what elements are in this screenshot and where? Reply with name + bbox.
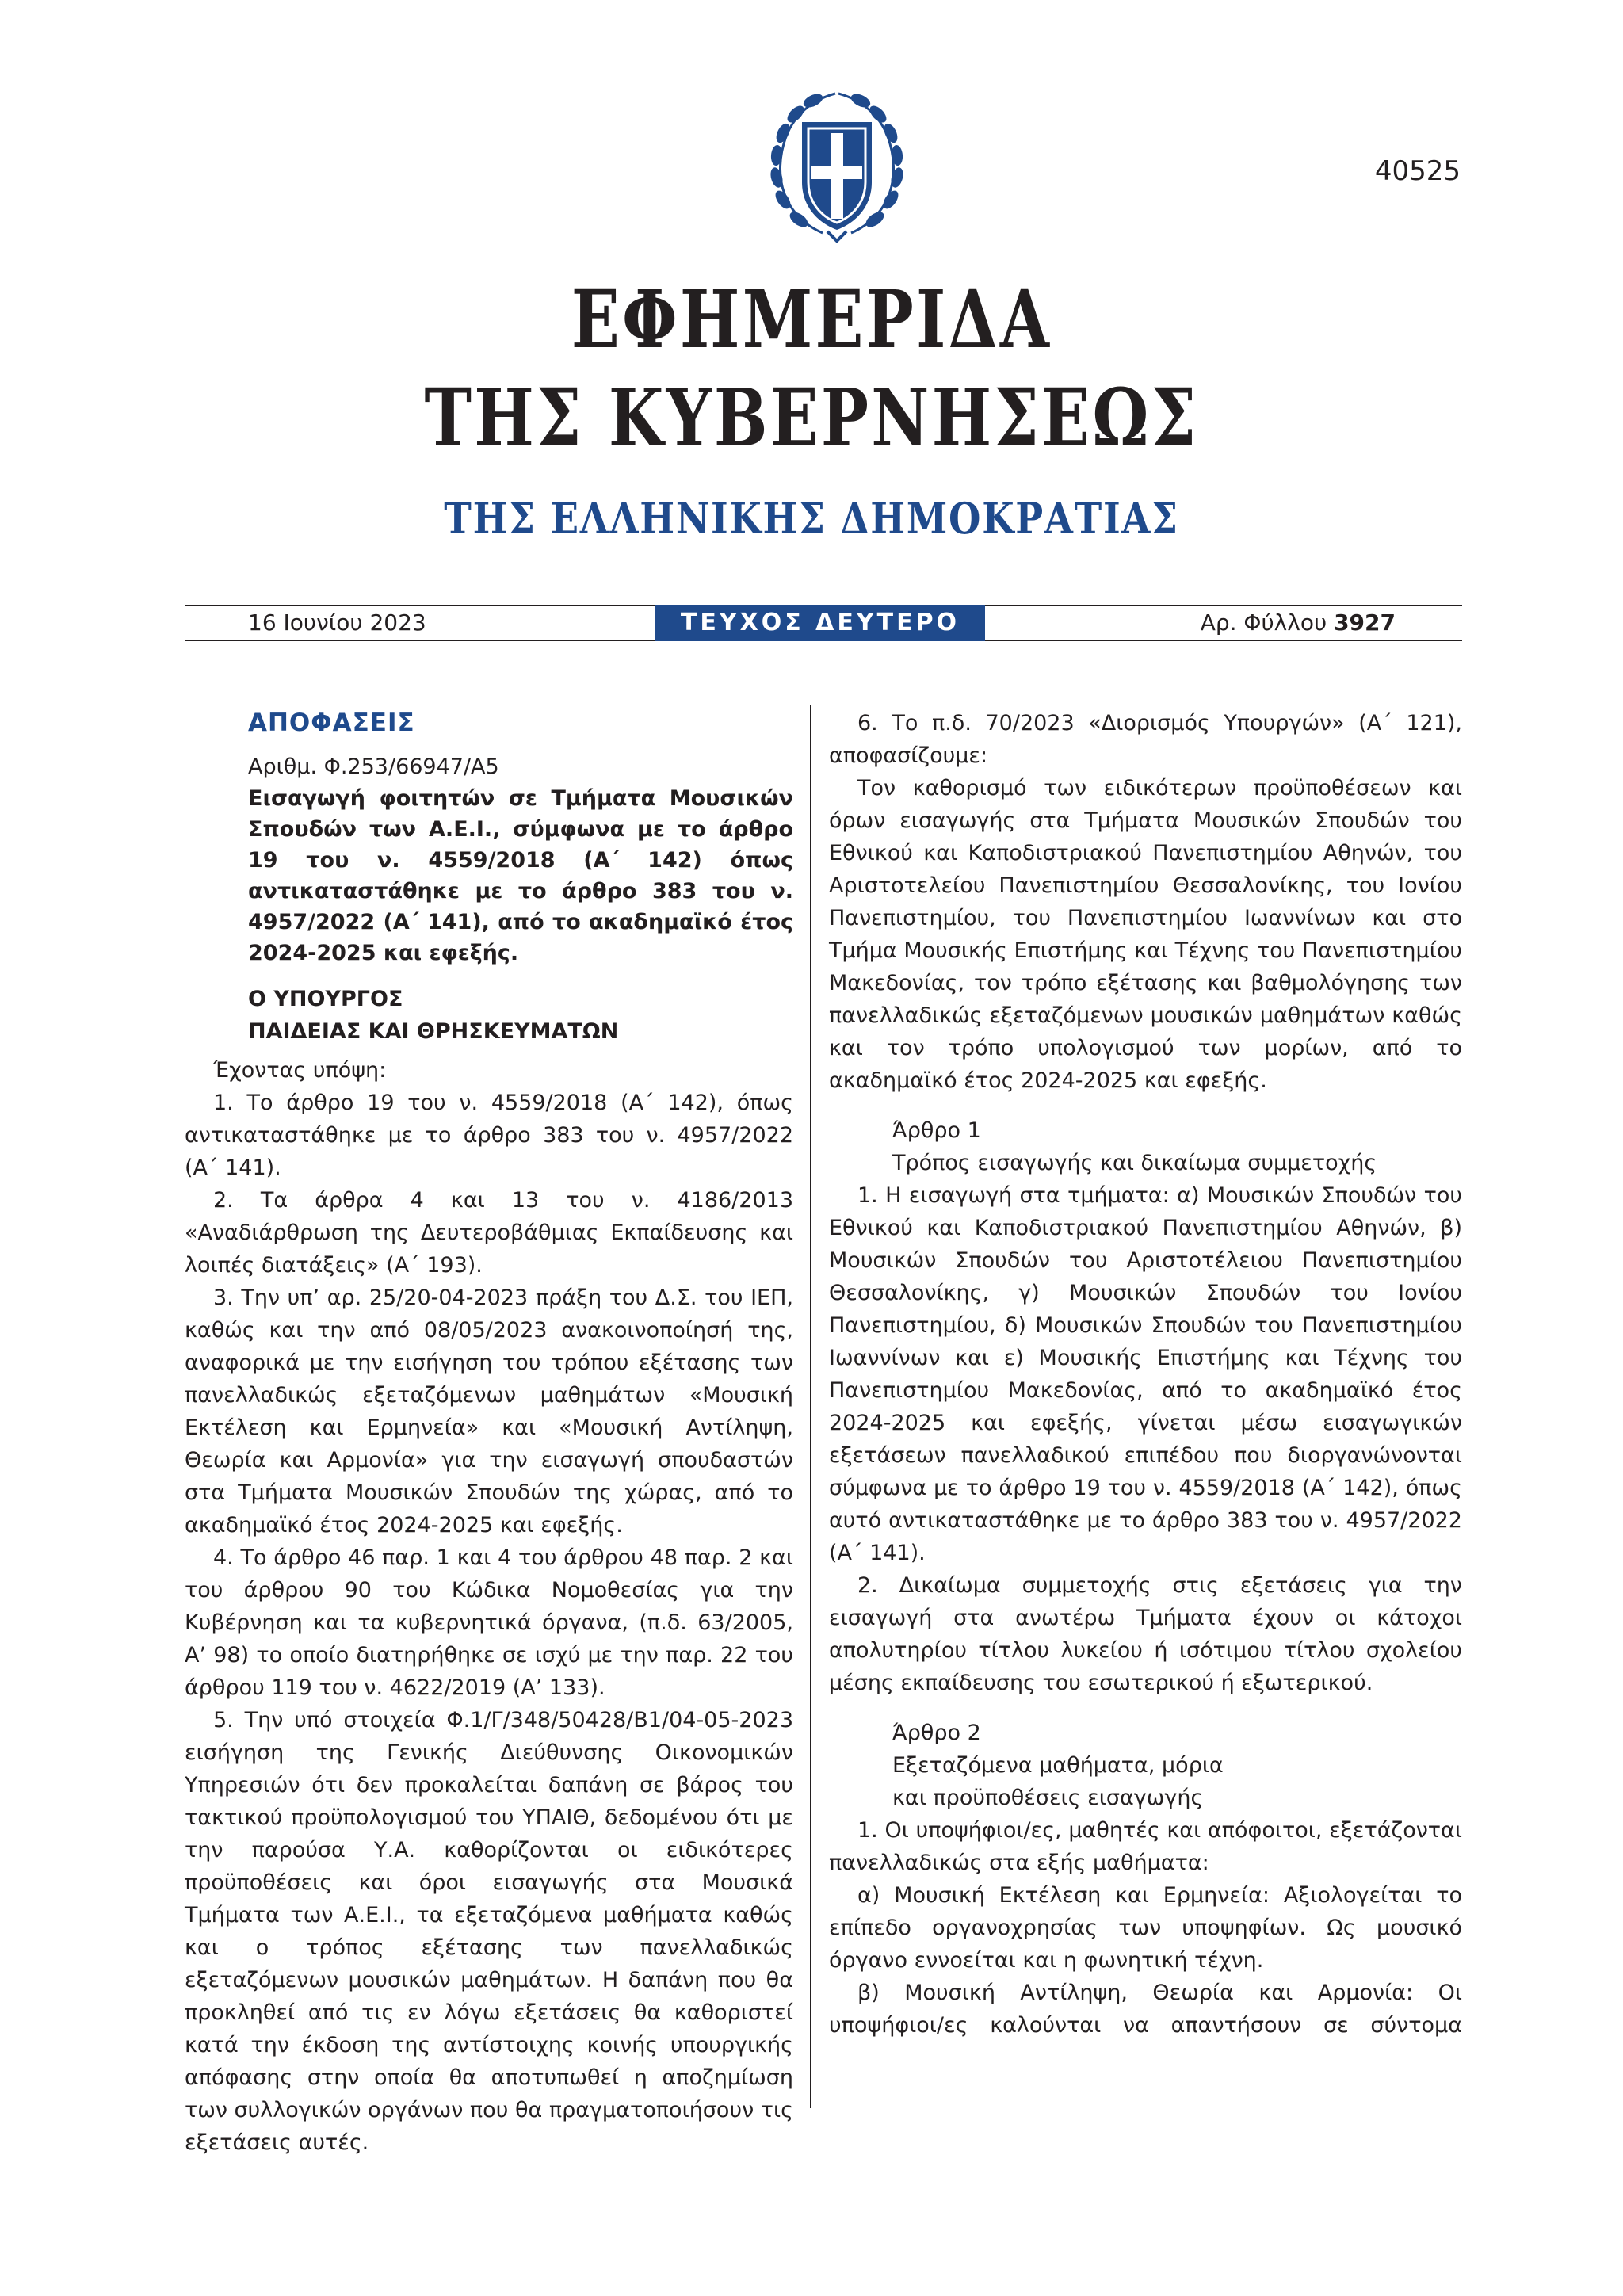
page-number: 40525 <box>1374 155 1461 187</box>
column-divider <box>810 705 812 2108</box>
right-column <box>829 707 1462 2042</box>
recital-4: 4. Το άρθρο 46 παρ. 1 και 4 του άρθρου 48 παρ. 2 και του άρθρου 90 του Κώδικα Νομοθεσίας για την Κυβέρνηση και τα κυβερνητικά όργανα, (π.δ. 63/2005, Α’ 98) το οποίο διατηρήθηκε σε ισχύ με την παρ. 22 του άρθρου 119 του ν. 4622/2019 (Α’ 133). <box>185 1545 793 1700</box>
masthead-title-line2: ΤΗΣ ΚΥΒΕΡΝΗΣΕΩΣ <box>424 371 1199 464</box>
minister-line1: Ο ΥΠΟΥΡΓΟΣ <box>248 987 403 1011</box>
issue-type-banner: ΤΕΥΧΟΣ ΔΕΥΤΕΡΟ <box>655 605 985 641</box>
recital-1: 1. Το άρθρο 19 του ν. 4559/2018 (Α΄ 142), όπως αντικαταστάθηκε με το άρθρο 383 του ν. 4957/2022 (Α΄ 141). <box>185 1091 793 1180</box>
issue-bar <box>185 605 1462 641</box>
sheet-number: 3927 <box>1334 609 1396 636</box>
article2-title-line2: και προϋποθέσεις εισαγωγής <box>892 1786 1204 1810</box>
issue-date: 16 Ιουνίου 2023 <box>248 609 426 636</box>
section-title: ΑΠΟΦΑΣΕΙΣ <box>248 709 415 737</box>
recital-2: 2. Τα άρθρα 4 και 13 του ν. 4186/2013 «Αναδιάρθρωση της Δευτεροβάθμιας Εκπαίδευσης και λοιπές διατάξεις» (Α΄ 193). <box>185 1188 793 1278</box>
minister-line2: ΠΑΙΔΕΙΑΣ ΚΑΙ ΘΡΗΣΚΕΥΜΑΤΩΝ <box>248 1019 619 1044</box>
masthead-subtitle: ΤΗΣ ΕΛΛΗΝΙΚΗΣ ΔΗΜΟΚΡΑΤΙΑΣ <box>444 493 1179 544</box>
article2-heading: Άρθρο 2 <box>892 1721 981 1745</box>
recital-5: 5. Την υπό στοιχεία Φ.1/Γ/348/50428/Β1/04-05-2023 εισήγηση της Γενικής Διεύθυνσης Οικονομικών Υπηρεσιών ότι δεν προκαλείται δαπάνη σε βάρος του τακτικού προϋπολογισμού του ΥΠΑΙΘ, δεδομένου ότι με την παρούσα Υ.Α. καθορίζονται οι ειδικότερες προϋποθέσεις και όροι εισαγωγής στα Μουσικά Τμήματα των Α.Ε.Ι., τα εξεταζόμενα μαθήματα καθώς και ο τρόπος εξέτασης των πανελλαδικώς εξεταζόμενων μουσικών μαθημάτων. Η δαπάνη που θα προκληθεί από τις εν λόγω εξετάσεις θα καθοριστεί κατά την έκδοση της αντίστοιχης κοινής υπουργικής απόφασης στην οποία θα αποτυπωθεί η αποζημίωση των συλλογικών οργάνων που θα πραγματοποιήσουν τις εξετάσεις αυτές. <box>185 1708 793 2155</box>
greek-coat-of-arms-emblem <box>767 89 907 244</box>
article2-title-line1: Εξεταζόμενα μαθήματα, μόρια <box>892 1753 1224 1778</box>
article2-item-a: α) Μουσική Εκτέλεση και Ερμηνεία: Αξιολογείται το επίπεδο οργανοχρησίας των υποψηφίων. Ως μουσικό όργανο εννοείται και η φωνητική τέχνη. <box>829 1883 1462 1973</box>
article2-item-b: β) Μουσική Αντίληψη, Θεωρία και Αρμονία: Οι υποψήφιοι/ες καλούνται να απαντήσουν σε σύντομα <box>829 1981 1462 2038</box>
masthead-title-line1: ΕΦΗΜΕΡΙΔΑ <box>571 273 1052 366</box>
article1-paragraph2: 2. Δικαίωμα συμμετοχής στις εξετάσεις για την εισαγωγή στα ανωτέρω Τμήματα έχουν οι κάτοχοι απολυτηρίου τίτλου λυκείου ή ισότιμου τίτλου σχολείου μέσης εκπαίδευσης του εσωτερικού ή εξωτερικού. <box>829 1573 1462 1695</box>
article1-title: Τρόπος εισαγωγής και δικαίωμα συμμετοχής <box>892 1151 1377 1175</box>
left-column <box>185 707 793 2159</box>
article2-paragraph1: 1. Οι υποψήφιοι/ες, μαθητές και απόφοιτοι, εξετάζονται πανελλαδικώς στα εξής μαθήματα: <box>829 1818 1462 1875</box>
recital-6: 6. Το π.δ. 70/2023 «Διορισμός Υπουργών» (Α΄ 121), αποφασίζουμε: <box>829 711 1462 768</box>
decision-title: Εισαγωγή φοιτητών σε Τμήματα Μουσικών Σπουδών των Α.Ε.Ι., σύμφωνα με το άρθρο 19 του ν. 4559/2018 (Α΄ 142) όπως αντικαταστάθηκε με το άρθρο 383 του ν. 4957/2022 (Α΄ 141), από το ακαδημαϊκό έτος 2024-2025 και εφεξής. <box>248 786 793 965</box>
minister-heading <box>248 983 793 1048</box>
decision-number: Αριθμ. Φ.253/66947/Α5 <box>248 755 499 779</box>
issue-sheet-number <box>1201 609 1396 636</box>
intro-text: Έχοντας υπόψη: <box>213 1058 387 1083</box>
decision-text: Τον καθορισμό των ειδικότερων προϋποθέσεων και όρων εισαγωγής στα Τμήματα Μουσικών Σπουδών του Εθνικού και Καποδιστριακού Πανεπιστημίου Αθηνών, του Αριστοτελείου Πανεπιστημίου Θεσσαλονίκης, του Ιονίου Πανεπιστημίου, του Πανεπιστημίου Ιωαννίνων και στο Τμήμα Μουσικής Επιστήμης και Τέχνης του Πανεπιστημίου Μακεδονίας, τον τρόπο εξέτασης και βαθμολόγησης των πανελλαδικώς εξεταζόμενων μουσικών μαθημάτων καθώς και τον τρόπο υπολογισμού των μορίων, από το ακαδημαϊκό έτος 2024-2025 και εφεξής. <box>829 776 1462 1093</box>
article1-heading: Άρθρο 1 <box>892 1118 981 1143</box>
sheet-label: Αρ. Φύλλου <box>1200 609 1327 636</box>
article1-paragraph1: 1. Η εισαγωγή στα τμήματα: α) Μουσικών Σπουδών του Εθνικού και Καποδιστριακού Πανεπιστημίου Αθηνών, β) Μουσικών Σπουδών του Αριστοτέλειου Πανεπιστημίου Θεσσαλονίκης, γ) Μουσικών Σπουδών του Ιονίου Πανεπιστημίου, δ) Μουσικών Σπουδών του Πανεπιστημίου Ιωαννίνων και ε) Μουσικής Επιστήμης και Τέχνης του Πανεπιστημίου Μακεδονίας, από το ακαδημαϊκό έτος 2024-2025 και εφεξής, γίνεται μέσω εισαγωγικών εξετάσεων πανελλαδικού επιπέδου που διοργανώνονται σύμφωνα με το άρθρο 19 του ν. 4559/2018 (Α΄ 142), όπως αυτό αντικαταστάθηκε με το άρθρο 383 του ν. 4957/2022 (Α΄ 141). <box>829 1183 1462 1565</box>
recital-3: 3. Την υπ’ αρ. 25/20-04-2023 πράξη του Δ.Σ. του ΙΕΠ, καθώς και την από 08/05/2023 ανακοινοποίησή της, αναφορικά με την εισήγηση του τρόπου εξέτασης των πανελλαδικώς εξεταζόμενων μαθημάτων «Μουσική Εκτέλεση και Ερμηνεία» και «Μουσική Αντίληψη, Θεωρία και Αρμονία» για την εισαγωγή σπουδαστών στα Τμήματα Μουσικών Σπουδών της χώρας, από το ακαδημαϊκό έτος 2024-2025 και εφεξής. <box>185 1286 793 1538</box>
